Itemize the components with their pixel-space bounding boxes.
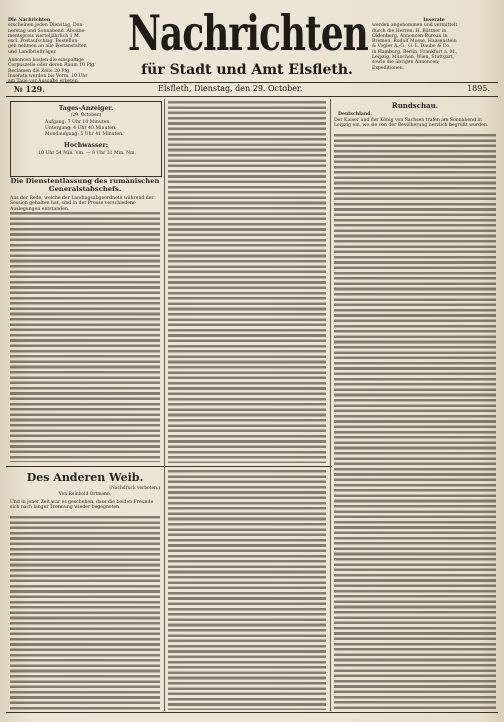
hochwasser-title: Hochwasser: <box>63 142 109 149</box>
article-2-note: (Nachdruck verboten.) <box>109 486 160 491</box>
feuilleton-rule <box>6 466 332 467</box>
subscription-line-6: gen nehmen an alle Postanstalten <box>8 44 87 50</box>
subscription-info <box>8 18 126 85</box>
rundschau-section: Deutschland. <box>338 112 372 117</box>
subscription-line-1: Die Nachrichten <box>8 18 51 23</box>
issue-date: Elsfleth, Dienstag, den 29. October. <box>158 84 303 93</box>
subscription-line-5: excl. Postaufschlag. Bestellun- <box>8 39 79 45</box>
ad-price-line-1: Annoncen kosten die einspaltige <box>8 58 84 64</box>
tagesanzeiger-subtitle: (29. October.) <box>70 113 102 118</box>
article-2-author: Von Reinhold Ortmann. <box>58 492 112 497</box>
ad-price-line-2: Corpuszeile oder deren Raum 10 Pfg. <box>8 63 96 69</box>
rundschau-title: Rundschau. <box>391 101 439 110</box>
dateline-rule <box>6 96 498 97</box>
masthead-title: Nachrichten <box>128 5 368 63</box>
article-1-body <box>10 212 160 462</box>
rundschau-lead: Der Kaiser und der König von Sachsen trafen am Sonnabend in Leipzig ein, wo sie von der Bevölkerung herzlich begrüßt wurden. <box>334 118 489 129</box>
advertising-line-4: Bremen, Rudolf Mosse, Haasenstein <box>372 39 457 45</box>
advertising-line-2: durch die Herren: H. Büttner in <box>372 28 447 34</box>
article-1-title: Die Dienstentlassung des rumänischen Generalstabschefs. <box>10 177 160 193</box>
subscription-line-3: nerstag und Sonnabend. Abonne- <box>8 28 86 34</box>
advertising-line-5: & Vogler A.-G., G. L. Daube & Co. <box>372 44 451 50</box>
article-1-lead: Aus der Rede, welche der Landtagsabgeordnete während der Session gehalten hat, sind in der Presse verschiedene Auslegungen entstanden. <box>10 196 154 212</box>
ad-price-line-4: Inserate werden bis Vorm. 10 Uhr <box>8 73 88 79</box>
advertising-line-8: sowie die übrigen Annoncen- <box>372 60 440 66</box>
tagesanzeiger-box <box>10 101 162 177</box>
subscription-line-2: erscheinen jeden Dienstag, Don- <box>8 23 84 29</box>
column-rule-2 <box>330 99 331 711</box>
tagesanzeiger-title: Tages-Anzeiger. <box>58 105 114 112</box>
advertising-line-1: werden angenommen und vermittelt <box>372 23 458 29</box>
issue-year: 1895. <box>467 84 490 93</box>
advertising-info <box>372 18 496 71</box>
subscription-line-7: und Landbriefträger. <box>8 49 57 55</box>
sun-rise: Aufgang: 7 Uhr 10 Minuten. <box>45 120 111 125</box>
moon-rise: Mondaufgang: 5 Uhr 41 Minuten. <box>45 132 124 137</box>
advertising-line-7: Leipzig, München, Wien, Stuttgart, <box>372 55 455 61</box>
dateline <box>8 84 496 94</box>
middle-column-lower <box>168 470 326 710</box>
advertising-line-9: Expeditionen. <box>372 65 405 71</box>
advertising-line-6: in Hamburg, Berlin, Frankfurt a. M., <box>372 49 458 55</box>
middle-column-body <box>168 101 326 463</box>
masthead-subtitle: für Stadt und Amt Elsfleth. <box>141 62 353 78</box>
hochwasser-times: 10 Uhr 54 Min. Vm. — 9 Uhr 31 Min. Nm. <box>38 151 136 156</box>
bottom-rule <box>6 712 498 713</box>
ad-price-line-3: Reclamen die Zeile 20 Pfg. <box>8 68 71 74</box>
article-2-body <box>10 516 160 710</box>
column-rule-1 <box>164 99 165 711</box>
advertising-heading: Inserate <box>423 18 445 23</box>
issue-number: № 129. <box>14 84 45 94</box>
rundschau-body <box>334 134 496 710</box>
subscription-line-4: mentspreis vierteljährlich 1 M. <box>8 33 81 39</box>
top-rule <box>6 82 498 83</box>
sun-set: Untergang: 4 Uhr 40 Minuten. <box>45 126 117 131</box>
article-2-title: Des Anderen Weib. <box>26 471 144 484</box>
article-2-lead: Und in jener Zeit war es geschehen, dass die beiden Freunde sich nach langer Trennung wieder begegneten. <box>10 500 154 511</box>
advertising-line-3: Oldenburg, Annoncen-Bureau in <box>372 33 448 39</box>
